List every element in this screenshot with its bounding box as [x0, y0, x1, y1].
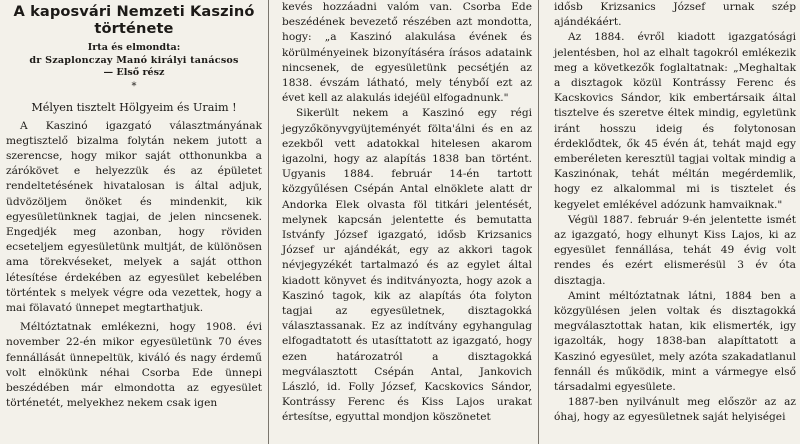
byline-label: Irta és elmondta:: [87, 42, 181, 53]
byline: [6, 42, 262, 67]
paragraph: Sikerült nekem a Kaszinó egy régi jegyzőkönyvgyüjteményét fölta'álni és en az ezekből vett adatokkal hitelesen akarom igazolni, hogy az alapítás 1838 ban történt. Ugyanis 1884. február 14-én tartott közgyűlésen Csépán Antal elnöklete alatt dr Andorka Elek olvasta föl titkári jelentését, melynek kapcsán jelentette és bemutatta Istvánfy József igazgató, idősb Krizsanics József ur ajándékát, egy az akkori tagok névjegyzékét tartalmazó és az egylet által kiadott könyvet és inditványozta, hogy azok a Kaszinó tagok, kik az alapítás óta folyton tagjai az egyesületnek, disztagokká választassanak. Ez az indítvány egyhangulag elfogadtatott és utasíttatott az igazgató, hogy ezen határozatról a disztagokká megválasztott Csépán Antal, Jankovich László, id. Folly József, Kacskovics Sándor, Kontrássy Ferenc és Kiss Lajos urakat értesítse, egyuttal mondjon köszönetet: [282, 107, 532, 424]
paragraph: Amint méltóztatnak látni, 1884 ben a közgyülésen jelen voltak és disztagokká megválasztottak hatan, kik elismerték, igy igazolták, hogy 1838-ban alapíttatott a Kaszinó egyesület, mely azóta szakadatlanul fennáll és működik, mint a vármegye első társadalmi egyesülete.: [554, 289, 796, 394]
column-rule: [268, 0, 269, 444]
column-rule: [538, 0, 539, 444]
column-3: [540, 0, 800, 444]
article-title: A kaposvári Nemzeti Kaszinó: [13, 3, 255, 20]
paragraph: Méltóztatnak emlékezni, hogy 1908. évi november 22-én mikor egyesületünk 70 éves fennállását ünnepeltük, kiváló és nagy érdemű volt elnökünk néhai Csorba Ede ünnepi beszédében már elmondotta az egyesület történetét, melyekhez nekem csak igen: [6, 321, 262, 410]
part-label: — Első rész: [103, 67, 165, 78]
paragraph: Végül 1887. február 9-én jelentette ismét az igazgató, hogy elhunyt Kiss Lajos, ki az egyesület fennállása, tehát 49 évig volt rendes és ezért elismerésül 3 év óta disztagja.: [554, 213, 796, 287]
author-name: dr Szaplonczay Manó királyi tanácsos: [29, 54, 239, 66]
paragraph: 1887-ben nyilvánult meg először az az óhaj, hogy az egyesületnek saját helyiségei: [554, 396, 796, 424]
paragraph: A Kaszinó igazgató választmányának megtisztelő bizalma folytán nekem jutott a szerencse, hogy mikor saját otthonunkba a zárókövet e helyezzük és az épületet rendeltetésének hivatalosan is által adjuk, üdvözöljem önöket és mindenkit, kik egyesületünknek tagjai, de jelen nincsenek. Engedjék meg azonban, hogy röviden ecseteljem egyesületünk multját, de különösen ama törekvéseket, melyek a saját otthon létesítése érdekében az egyesület kebelében történtek s melyek végre oda vezettek, hogy a mai fölavató ünnepet megtarthatjuk.: [6, 119, 262, 314]
paragraph: kevés hozzáadni valóm van. Csorba Ede beszédének bevezető részében azt mondotta, hogy: „a Kaszinó alakulása évének és körülményeinek bizonyításéra írásos adataink nincsenek, de egyesületünk pecsétjén az 1838. évszám látható, mely ténybőí ezt az évet kell az alakulás idejéül elfogadnunk.": [282, 1, 532, 105]
article-title-line2: története: [94, 20, 174, 37]
column-1: [0, 0, 268, 444]
salutation: Mélyen tisztelt Hölgyeim és Uraim !: [31, 100, 237, 114]
paragraph: Az 1884. évről kiadott igazgatósági jelentésben, hol az elhalt tagokról emlékezik meg a következők foglaltatnak: „Meghaltak a disztagok közül Kontrássy Ferenc és Kacskovics Sándor, kik embertársaik által tisztelve és szeretve éltek mindig, egyletünk iránt hosszu ideig és folytonosan érdeklődtek, ők 45 évén át, tehát majd egy emberéleten keresztül tagjai voltak mindig a Kaszinónak, tehát méltán megérdemlik, hogy ez alkalommal mi is tisztelet és kegyelet emlékével adózunk hamvaiknak.": [554, 31, 796, 211]
column-2: [270, 0, 536, 444]
separator-mark: *: [131, 80, 137, 92]
paragraph: idősb Krizsanics József urnak szép ajándékáért.: [554, 1, 796, 29]
